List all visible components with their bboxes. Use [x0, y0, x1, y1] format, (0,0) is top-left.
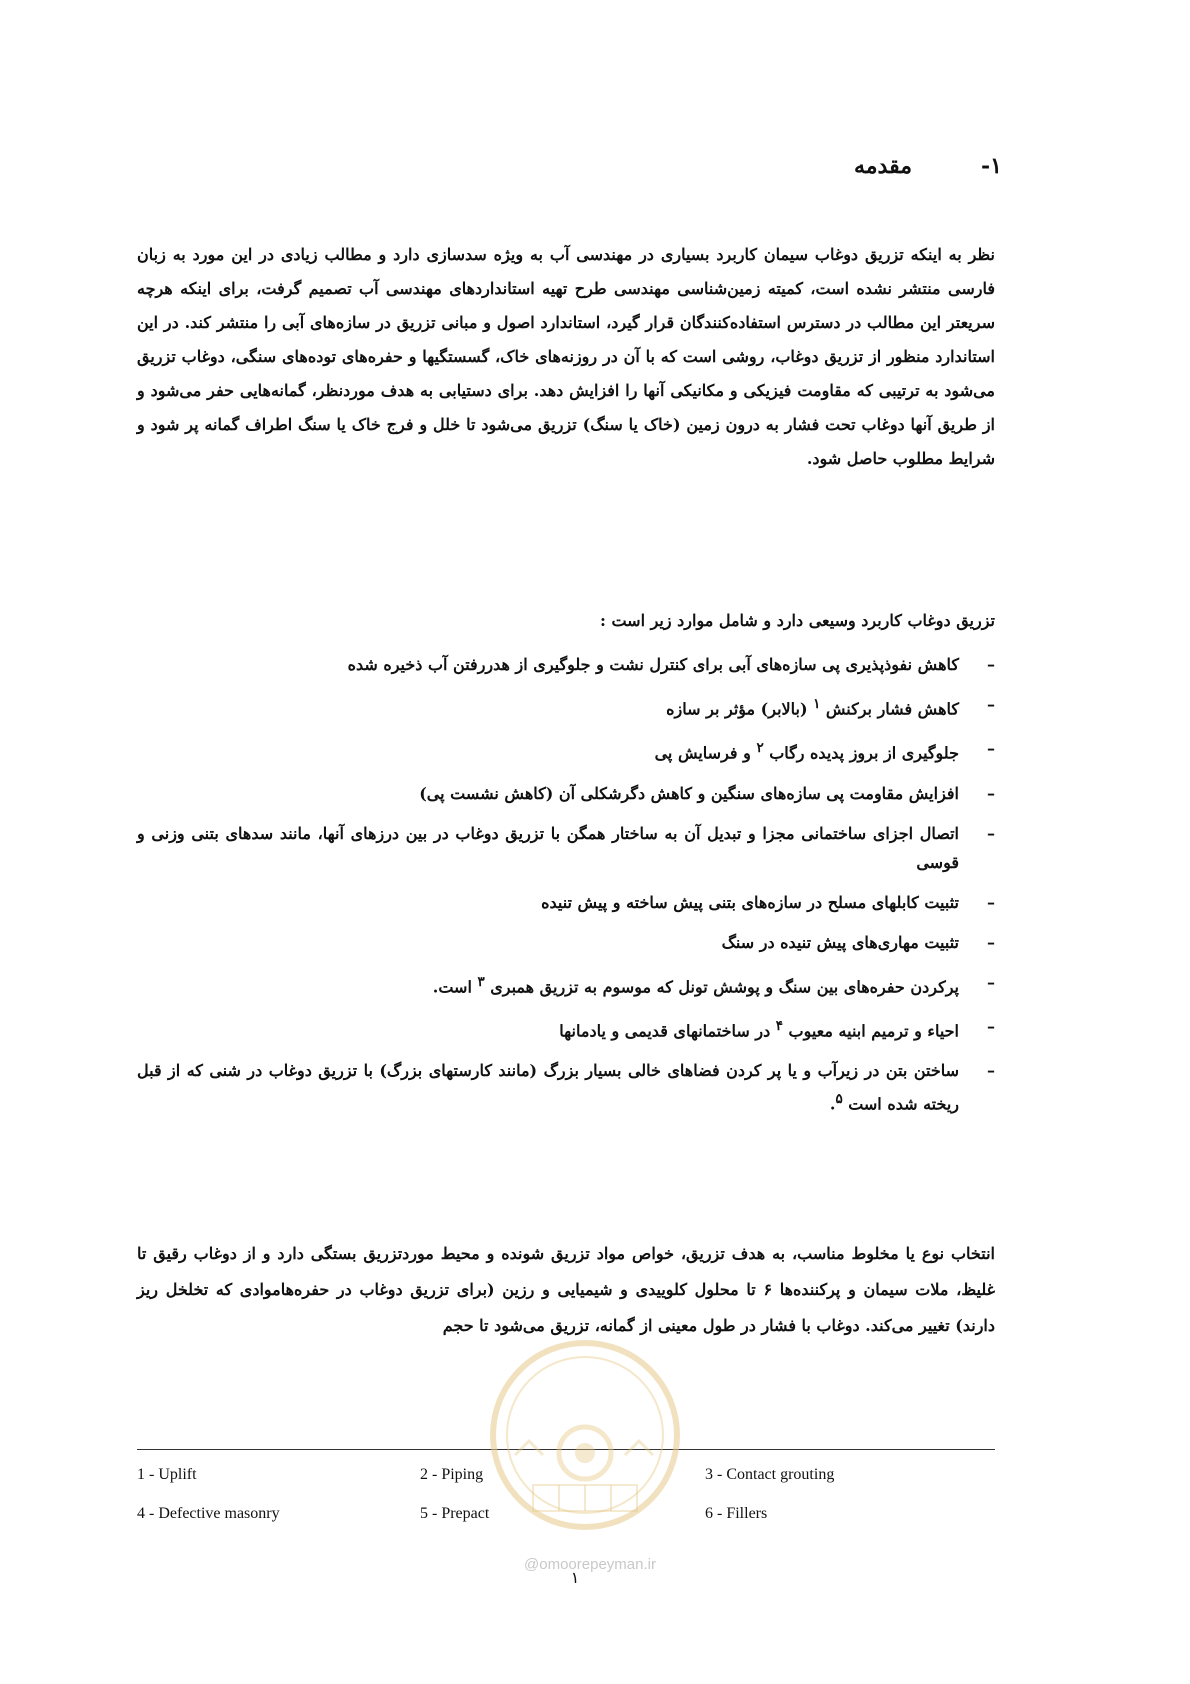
watermark-url: @omoorepeyman.ir [524, 1556, 656, 1573]
footnote-3: 3 - Contact grouting [705, 1466, 835, 1483]
bullet-dash: – [987, 1016, 995, 1036]
list-item: – جلوگیری از بروز پدیده رگاب $^۲$ و فرسایش پی [137, 734, 995, 767]
bullet-dash: – [987, 655, 995, 674]
bullet-dash: – [987, 739, 995, 759]
bullet-dash: – [987, 972, 995, 992]
footnote-5: 5 - Prepact [420, 1505, 490, 1522]
footnote-ref: ۳ [477, 973, 485, 990]
footnote-ref: ۴ [775, 1017, 783, 1034]
list-item: – ساختن بتن در زیرآب و یا پر کردن فضاهای خالی بسیار بزرگ (مانند کارستهای بزرگ) با تزریق دوغاب در شنی که از قبل ریخته شده است $^۵$. [137, 1056, 995, 1118]
section-number: ۱- [981, 153, 1002, 179]
list-item: – تثبیت مهاری‌های پیش تنیده در سنگ [137, 928, 995, 957]
selection-paragraph: انتخاب نوع یا مخلوط مناسب، به هدف تزریق، خواص مواد تزریق شونده و محیط موردتزریق بستگی دارد و از دوغاب رقیق تا غلیظ، ملات سیمان و پرکننده‌ها ۶ تا محلول کلوییدی و شیمیایی و رزین (برای تزریق دوغاب در حفره‌هاموادی که تخلخل ریز دارند) تغییر می‌کند. دوغاب با فشار در طول معینی از گمانه، تزریق می‌شود تا حجم [137, 1244, 995, 1335]
bullet-dash: – [987, 1061, 995, 1081]
bullet-dash: – [987, 892, 995, 912]
intro-paragraph: نظر به اینکه تزریق دوغاب سیمان کاربرد بسیاری در مهندسی آب به ویژه سدسازی دارد و مطالب زیادی در این مورد به زبان فارسی منتشر نشده است، کمیته زمین‌شناسی مهندسی طرح تهیه استانداردهای مهندسی آب تصمیم گرفت، برای اینکه هرچه سریعتر این مطالب در دسترس استفاده‌کنندگان قرار گیرد، استاندارد اصول و مبانی تزریق در سازه‌های آبی را منتشر کند. در این استاندارد منظور از تزریق دوغاب، روشی است که با آن در روزنه‌های خاک، گسستگیها و حفره‌های توده‌های سنگی، دوغاب تزریق می‌شود به ترتیبی که مقاومت فیزیکی و مکانیکی آنها را افزایش دهد. برای دستیابی به هدف موردنظر، گمانه‌هایی حفر می‌شود و از طریق آنها دوغاب تحت فشار به درون زمین (خاک یا سنگ) تزریق می‌شود تا خلل و فرج خاک یا سنگ اطراف گمانه پر شود و شرایط مطلوب حاصل شود. [137, 245, 995, 468]
bullet-dash: – [987, 932, 995, 952]
list-item: – احیاء و ترمیم ابنیه معیوب $^۴$ در ساختمانهای قدیمی و یادمانها [137, 1012, 995, 1045]
section-title: مقدمه [853, 153, 912, 179]
page-number: ۱ [570, 1568, 580, 1587]
list-item: – کاهش نفوذپذیری پی سازه‌های آبی برای کنترل نشت و جلوگیری از هدررفتن آب ذخیره شده [137, 650, 995, 679]
list-intro: تزریق دوغاب کاربرد وسیعی دارد و شامل موارد زیر است : [599, 611, 995, 630]
footnote-divider [137, 1449, 995, 1450]
footnote-ref: ۵ [835, 1091, 843, 1108]
footnote-6: 6 - Fillers [705, 1505, 768, 1522]
footnote-2: 2 - Piping [420, 1466, 484, 1483]
footnote-ref: ۲ [756, 740, 764, 757]
footnote-1: 1 - Uplift [137, 1466, 197, 1483]
footnote-ref: ۱ [813, 696, 821, 712]
bullet-dash: – [987, 695, 995, 714]
bullet-dash: – [987, 823, 995, 843]
bullet-dash: – [987, 783, 995, 803]
list-item: – کاهش فشار برکنش $^۱$ (بالابر) مؤثر بر سازه [137, 690, 995, 723]
list-item: – افزایش مقاومت پی سازه‌های سنگین و کاهش دگرشکلی آن (کاهش نشست پی) [137, 779, 995, 808]
list-item: – اتصال اجزای ساختمانی مجزا و تبدیل آن به ساختار همگن با تزریق دوغاب در بین درزهای آنها، مانند سدهای بتنی وزنی و قوسی [137, 819, 995, 877]
section-heading [702, 148, 1002, 184]
list-item: – تثبیت کابلهای مسلح در سازه‌های بتنی پیش ساخته و پیش تنیده [137, 888, 995, 917]
footnote-4: 4 - Defective masonry [137, 1505, 280, 1522]
list-item: – پرکردن حفره‌های بین سنگ و پوشش تونل که موسوم به تزریق همبری $^۳$ است. [137, 968, 995, 1001]
watermark-seal-icon [485, 1335, 685, 1535]
applications-list [137, 650, 995, 1130]
